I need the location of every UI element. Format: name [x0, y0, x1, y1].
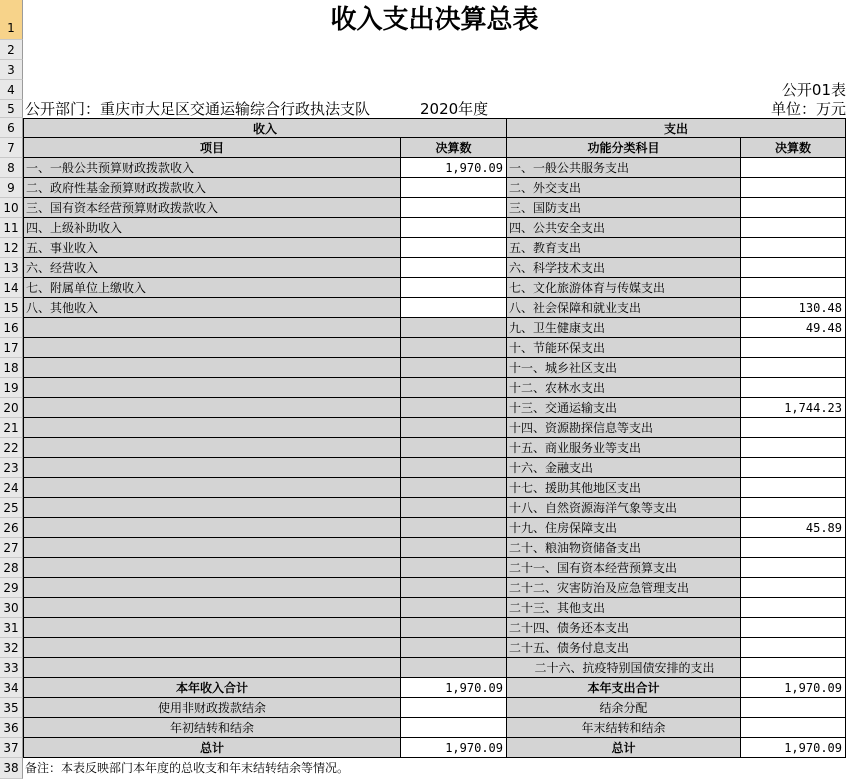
income-empty-cell[interactable]	[23, 558, 401, 578]
expense-summary-label[interactable]: 总计	[507, 738, 741, 758]
expense-item-label[interactable]: 七、文化旅游体育与传媒支出	[507, 278, 741, 298]
expense-amount-header: 决算数	[741, 138, 846, 158]
expense-item-value[interactable]	[741, 378, 846, 398]
income-empty-cell[interactable]	[23, 378, 401, 398]
row-header[interactable]: 31	[0, 618, 23, 638]
income-item-value[interactable]	[401, 258, 507, 278]
income-empty-cell[interactable]	[23, 338, 401, 358]
form-code: 公开01表	[781, 81, 846, 99]
expense-summary-value[interactable]	[741, 698, 846, 718]
row-header[interactable]: 4	[0, 80, 23, 100]
income-empty-cell[interactable]	[23, 658, 401, 678]
row-header[interactable]: 32	[0, 638, 23, 658]
expense-item-label[interactable]: 十五、商业服务业等支出	[507, 438, 741, 458]
expense-item-value[interactable]	[741, 358, 846, 378]
expense-item-value[interactable]	[741, 558, 846, 578]
expense-item-value[interactable]	[741, 158, 846, 178]
row-header[interactable]: 6	[0, 118, 23, 138]
expense-summary-label[interactable]: 结余分配	[507, 698, 741, 718]
expense-item-label[interactable]: 二十二、灾害防治及应急管理支出	[507, 578, 741, 598]
expense-item-value[interactable]: 130.48	[741, 298, 846, 318]
income-empty-cell[interactable]	[23, 478, 401, 498]
expense-item-value[interactable]	[741, 578, 846, 598]
expense-item-value[interactable]	[741, 338, 846, 358]
expense-item-label[interactable]: 十一、城乡社区支出	[507, 358, 741, 378]
category-column-header: 功能分类科目	[507, 138, 741, 158]
row-header[interactable]: 2	[0, 40, 23, 60]
expense-item-label[interactable]: 二、外交支出	[507, 178, 741, 198]
expense-item-label[interactable]: 二十三、其他支出	[507, 598, 741, 618]
expense-item-label[interactable]: 二十五、债务付息支出	[507, 638, 741, 658]
row-header[interactable]: 34	[0, 678, 23, 698]
row-header[interactable]: 20	[0, 398, 23, 418]
income-item-label[interactable]: 八、其他收入	[23, 298, 401, 318]
income-empty-cell[interactable]	[23, 398, 401, 418]
expense-item-value[interactable]	[741, 638, 846, 658]
income-summary-label[interactable]: 本年收入合计	[23, 678, 401, 698]
income-item-label[interactable]: 六、经营收入	[23, 258, 401, 278]
expense-summary-label[interactable]: 年末结转和结余	[507, 718, 741, 738]
row-header[interactable]: 14	[0, 278, 23, 298]
expense-item-value[interactable]	[741, 598, 846, 618]
expense-item-label[interactable]: 十八、自然资源海洋气象等支出	[507, 498, 741, 518]
income-empty-cell[interactable]	[23, 438, 401, 458]
income-empty-value[interactable]	[401, 338, 507, 358]
row-header[interactable]: 3	[0, 60, 23, 80]
row-header[interactable]: 26	[0, 518, 23, 538]
expense-item-value[interactable]	[741, 418, 846, 438]
income-empty-cell[interactable]	[23, 318, 401, 338]
expense-item-value[interactable]	[741, 458, 846, 478]
income-empty-value[interactable]	[401, 498, 507, 518]
expense-summary-value[interactable]	[741, 718, 846, 738]
row-header[interactable]: 8	[0, 158, 23, 178]
row-header[interactable]: 35	[0, 698, 23, 718]
expense-item-value[interactable]	[741, 198, 846, 218]
row-header[interactable]: 37	[0, 738, 23, 758]
row-header[interactable]: 30	[0, 598, 23, 618]
table-title: 收入支出决算总表	[330, 5, 539, 35]
expense-item-value[interactable]: 49.48	[741, 318, 846, 338]
income-empty-cell[interactable]	[23, 498, 401, 518]
row-header[interactable]: 7	[0, 138, 23, 158]
department-label: 公开部门：重庆市大足区交通运输综合行政执法支队	[25, 100, 371, 118]
expense-item-label[interactable]: 十六、金融支出	[507, 458, 741, 478]
expense-item-label[interactable]: 二十、粮油物资储备支出	[507, 538, 741, 558]
income-item-value[interactable]: 1,970.09	[401, 158, 507, 178]
row-header[interactable]: 28	[0, 558, 23, 578]
row-header[interactable]: 23	[0, 458, 23, 478]
income-empty-cell[interactable]	[23, 618, 401, 638]
income-summary-value[interactable]: 1,970.09	[401, 738, 507, 758]
row-header[interactable]: 38	[0, 758, 23, 779]
income-empty-cell[interactable]	[23, 458, 401, 478]
income-empty-value[interactable]	[401, 638, 507, 658]
income-empty-value[interactable]	[401, 378, 507, 398]
expense-item-value[interactable]	[741, 658, 846, 678]
expense-item-label[interactable]: 三、国防支出	[507, 198, 741, 218]
income-summary-value[interactable]	[401, 698, 507, 718]
row-header[interactable]: 22	[0, 438, 23, 458]
row-header[interactable]: 17	[0, 338, 23, 358]
row-header[interactable]: 5	[0, 100, 23, 118]
expense-item-label[interactable]: 十、节能环保支出	[507, 338, 741, 358]
income-empty-cell[interactable]	[23, 578, 401, 598]
expense-item-value[interactable]: 1,744.23	[741, 398, 846, 418]
income-item-value[interactable]	[401, 198, 507, 218]
expense-item-label[interactable]: 二十一、国有资本经营预算支出	[507, 558, 741, 578]
income-summary-value[interactable]	[401, 718, 507, 738]
expense-item-label[interactable]: 一、一般公共服务支出	[507, 158, 741, 178]
expense-item-label[interactable]: 九、卫生健康支出	[507, 318, 741, 338]
row-header[interactable]: 19	[0, 378, 23, 398]
income-item-value[interactable]	[401, 298, 507, 318]
income-empty-cell[interactable]	[23, 518, 401, 538]
income-summary-label[interactable]: 总计	[23, 738, 401, 758]
row-header[interactable]: 10	[0, 198, 23, 218]
row-header[interactable]: 9	[0, 178, 23, 198]
expense-item-value[interactable]	[741, 618, 846, 638]
expense-summary-value[interactable]: 1,970.09	[741, 738, 846, 758]
income-empty-value[interactable]	[401, 598, 507, 618]
row-header[interactable]: 13	[0, 258, 23, 278]
income-empty-cell[interactable]	[23, 638, 401, 658]
income-empty-value[interactable]	[401, 618, 507, 638]
expense-item-label[interactable]: 五、教育支出	[507, 238, 741, 258]
expense-item-label[interactable]: 十三、交通运输支出	[507, 398, 741, 418]
income-item-label[interactable]: 七、附属单位上缴收入	[23, 278, 401, 298]
income-empty-cell[interactable]	[23, 598, 401, 618]
income-item-label[interactable]: 三、国有资本经营预算财政拨款收入	[23, 198, 401, 218]
income-item-label[interactable]: 一、一般公共预算财政拨款收入	[23, 158, 401, 178]
income-item-value[interactable]	[401, 238, 507, 258]
income-empty-value[interactable]	[401, 558, 507, 578]
note-text: 备注：本表反映部门本年度的总收支和年末结转结余等情况。	[25, 761, 350, 775]
income-item-label[interactable]: 五、事业收入	[23, 238, 401, 258]
income-summary-value[interactable]: 1,970.09	[401, 678, 507, 698]
unit-label: 单位：万元	[770, 100, 846, 118]
expense-item-label[interactable]: 十九、住房保障支出	[507, 518, 741, 538]
income-empty-value[interactable]	[401, 438, 507, 458]
row-header[interactable]: 18	[0, 358, 23, 378]
expense-item-value[interactable]	[741, 178, 846, 198]
row-header[interactable]: 21	[0, 418, 23, 438]
income-empty-value[interactable]	[401, 318, 507, 338]
expense-item-label[interactable]: 二十六、抗疫特别国债安排的支出	[507, 658, 741, 678]
expense-item-value[interactable]	[741, 278, 846, 298]
expense-item-value[interactable]	[741, 538, 846, 558]
expense-item-value[interactable]	[741, 478, 846, 498]
expense-summary-label[interactable]: 本年支出合计	[507, 678, 741, 698]
income-empty-cell[interactable]	[23, 538, 401, 558]
income-empty-value[interactable]	[401, 358, 507, 378]
row-header[interactable]: 25	[0, 498, 23, 518]
row-header[interactable]: 16	[0, 318, 23, 338]
income-summary-label[interactable]: 年初结转和结余	[23, 718, 401, 738]
income-item-value[interactable]	[401, 178, 507, 198]
expense-item-label[interactable]: 十二、农林水支出	[507, 378, 741, 398]
expense-item-value[interactable]	[741, 218, 846, 238]
row-header[interactable]: 27	[0, 538, 23, 558]
expense-summary-value[interactable]: 1,970.09	[741, 678, 846, 698]
income-item-label[interactable]: 四、上级补助收入	[23, 218, 401, 238]
item-column-header: 项目	[23, 138, 401, 158]
expense-item-value[interactable]	[741, 498, 846, 518]
expense-header: 支出	[507, 118, 846, 138]
expense-item-value[interactable]	[741, 438, 846, 458]
expense-item-value[interactable]	[741, 238, 846, 258]
row-header[interactable]: 15	[0, 298, 23, 318]
row-header[interactable]: 33	[0, 658, 23, 678]
income-empty-value[interactable]	[401, 478, 507, 498]
row-header[interactable]: 36	[0, 718, 23, 738]
income-empty-cell[interactable]	[23, 418, 401, 438]
expense-item-label[interactable]: 八、社会保障和就业支出	[507, 298, 741, 318]
expense-item-label[interactable]: 二十四、债务还本支出	[507, 618, 741, 638]
income-header: 收入	[23, 118, 507, 138]
income-empty-value[interactable]	[401, 418, 507, 438]
row-header[interactable]: 29	[0, 578, 23, 598]
expense-item-value[interactable]: 45.89	[741, 518, 846, 538]
row-header[interactable]: 12	[0, 238, 23, 258]
income-empty-value[interactable]	[401, 518, 507, 538]
income-empty-value[interactable]	[401, 538, 507, 558]
expense-item-label[interactable]: 四、公共安全支出	[507, 218, 741, 238]
income-empty-cell[interactable]	[23, 358, 401, 378]
row-header[interactable]: 11	[0, 218, 23, 238]
income-item-value[interactable]	[401, 218, 507, 238]
expense-item-label[interactable]: 六、科学技术支出	[507, 258, 741, 278]
income-empty-value[interactable]	[401, 578, 507, 598]
expense-item-label[interactable]: 十四、资源勘探信息等支出	[507, 418, 741, 438]
income-summary-label[interactable]: 使用非财政拨款结余	[23, 698, 401, 718]
year-label: 2020年度	[420, 100, 489, 118]
income-empty-value[interactable]	[401, 458, 507, 478]
row-header[interactable]: 24	[0, 478, 23, 498]
income-empty-value[interactable]	[401, 658, 507, 678]
income-empty-value[interactable]	[401, 398, 507, 418]
expense-item-label[interactable]: 十七、援助其他地区支出	[507, 478, 741, 498]
expense-item-value[interactable]	[741, 258, 846, 278]
income-item-label[interactable]: 二、政府性基金预算财政拨款收入	[23, 178, 401, 198]
income-amount-header: 决算数	[401, 138, 507, 158]
row-header[interactable]: 1	[0, 0, 23, 40]
income-item-value[interactable]	[401, 278, 507, 298]
